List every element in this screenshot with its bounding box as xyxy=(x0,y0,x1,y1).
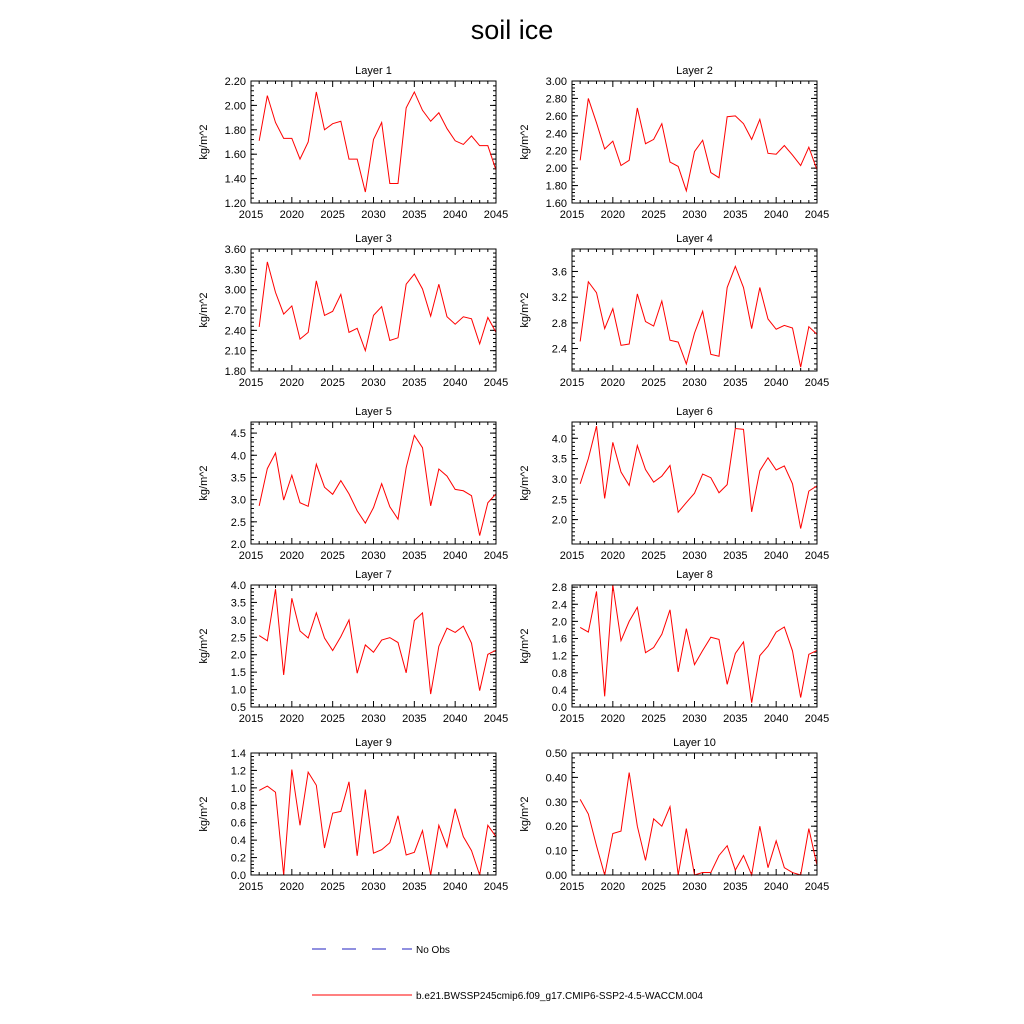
x-tick-label: 2030 xyxy=(361,209,386,221)
y-tick-label: 1.80 xyxy=(224,366,246,378)
x-tick-label: 2015 xyxy=(559,713,585,725)
y-tick-label: 1.20 xyxy=(224,198,246,210)
y-tick-label: 3.5 xyxy=(230,597,246,610)
plot-frame xyxy=(572,249,817,371)
x-tick-label: 2040 xyxy=(442,209,468,221)
x-tick-label: 2045 xyxy=(483,713,509,725)
x-tick-label: 2030 xyxy=(361,550,386,562)
x-tick-label: 2040 xyxy=(763,550,789,562)
y-tick-label: 1.6 xyxy=(551,633,567,646)
x-tick-label: 2040 xyxy=(763,209,789,221)
x-tick-label: 2030 xyxy=(682,713,707,725)
y-tick-label: 0.00 xyxy=(545,870,567,882)
x-tick-label: 2030 xyxy=(361,881,386,893)
x-tick-label: 2020 xyxy=(600,377,626,389)
plot-frame xyxy=(251,585,496,707)
y-tick-label: 1.0 xyxy=(230,684,246,697)
x-tick-label: 2015 xyxy=(238,881,264,893)
x-tick-label: 2015 xyxy=(559,881,585,893)
x-tick-label: 2045 xyxy=(483,881,509,893)
panel-title: Layer 10 xyxy=(673,737,716,749)
x-tick-label: 2030 xyxy=(361,377,386,389)
x-tick-label: 2035 xyxy=(723,209,748,221)
chart-panel-9 xyxy=(198,737,508,893)
x-tick-label: 2015 xyxy=(238,377,264,389)
x-tick-label: 2040 xyxy=(442,377,468,389)
x-tick-label: 2040 xyxy=(763,881,789,893)
y-tick-label: 1.2 xyxy=(551,650,567,663)
y-tick-label: 3.00 xyxy=(224,284,246,297)
figure-title: soil ice xyxy=(470,15,554,45)
chart-panel-1 xyxy=(198,65,508,221)
y-tick-label: 2.8 xyxy=(551,317,567,330)
y-tick-label: 0.5 xyxy=(230,702,246,714)
chart-panel-3 xyxy=(198,233,508,389)
y-axis-label: kg/m^2 xyxy=(519,124,531,160)
y-tick-label: 3.30 xyxy=(224,264,246,277)
y-axis-label: kg/m^2 xyxy=(519,796,531,832)
series-line xyxy=(580,266,817,367)
x-tick-label: 2020 xyxy=(279,550,305,562)
y-tick-label: 1.5 xyxy=(230,667,246,680)
x-tick-label: 2020 xyxy=(279,881,305,893)
series-line xyxy=(259,770,496,875)
y-tick-label: 1.4 xyxy=(230,748,246,760)
chart-panel-7 xyxy=(198,569,508,725)
y-tick-label: 1.80 xyxy=(224,124,246,137)
x-tick-label: 2025 xyxy=(641,713,666,725)
y-tick-label: 1.0 xyxy=(230,782,246,795)
panel-title: Layer 8 xyxy=(676,569,713,581)
y-tick-label: 2.80 xyxy=(545,93,567,106)
x-tick-label: 2025 xyxy=(641,550,666,562)
x-tick-label: 2040 xyxy=(442,881,468,893)
x-tick-label: 2025 xyxy=(641,377,666,389)
y-tick-label: 1.2 xyxy=(230,765,246,778)
series-line xyxy=(580,773,817,875)
series-line xyxy=(259,92,496,192)
x-tick-label: 2045 xyxy=(804,550,830,562)
x-tick-label: 2030 xyxy=(361,713,386,725)
panel-title: Layer 7 xyxy=(355,569,392,581)
y-tick-label: 2.20 xyxy=(224,76,246,88)
x-tick-label: 2015 xyxy=(559,550,585,562)
y-tick-label: 2.00 xyxy=(224,100,246,113)
y-tick-label: 0.0 xyxy=(551,702,567,714)
x-tick-label: 2020 xyxy=(279,713,305,725)
y-axis-label: kg/m^2 xyxy=(198,628,210,664)
y-tick-label: 4.0 xyxy=(230,450,246,463)
x-tick-label: 2035 xyxy=(723,377,748,389)
series-line xyxy=(259,589,496,694)
x-tick-label: 2020 xyxy=(600,209,626,221)
y-tick-label: 3.5 xyxy=(230,472,246,485)
y-tick-label: 1.60 xyxy=(545,198,567,210)
y-tick-label: 3.0 xyxy=(230,614,246,627)
chart-panel-6 xyxy=(519,406,829,562)
plot-frame xyxy=(572,81,817,203)
y-tick-label: 3.0 xyxy=(551,473,567,486)
y-axis-label: kg/m^2 xyxy=(519,628,531,664)
y-tick-label: 0.30 xyxy=(545,796,567,809)
x-tick-label: 2045 xyxy=(483,550,509,562)
y-tick-label: 0.8 xyxy=(551,667,567,680)
y-tick-label: 2.60 xyxy=(545,110,567,123)
x-tick-label: 2015 xyxy=(559,209,585,221)
y-tick-label: 0.40 xyxy=(545,772,567,785)
panel-title: Layer 5 xyxy=(355,406,392,418)
y-tick-label: 2.4 xyxy=(551,343,567,356)
y-tick-label: 2.0 xyxy=(230,649,246,662)
y-axis-label: kg/m^2 xyxy=(519,292,531,328)
y-tick-label: 3.6 xyxy=(551,266,567,279)
y-tick-label: 2.20 xyxy=(545,145,567,158)
x-tick-label: 2035 xyxy=(402,209,427,221)
x-tick-label: 2025 xyxy=(641,209,666,221)
y-tick-label: 2.5 xyxy=(230,516,246,529)
y-axis-label: kg/m^2 xyxy=(519,465,531,501)
y-tick-label: 4.0 xyxy=(230,580,246,592)
chart-panel-5 xyxy=(198,406,508,562)
y-tick-label: 2.00 xyxy=(545,163,567,176)
panel-title: Layer 9 xyxy=(355,737,392,749)
y-tick-label: 2.5 xyxy=(551,494,567,507)
y-tick-label: 0.10 xyxy=(545,845,567,858)
y-tick-label: 0.4 xyxy=(551,684,567,697)
y-axis-label: kg/m^2 xyxy=(198,796,210,832)
x-tick-label: 2030 xyxy=(682,377,707,389)
y-tick-label: 2.0 xyxy=(551,514,567,527)
y-tick-label: 0.20 xyxy=(545,821,567,834)
y-tick-label: 1.40 xyxy=(224,173,246,186)
x-tick-label: 2035 xyxy=(723,550,748,562)
x-tick-label: 2040 xyxy=(442,550,468,562)
x-tick-label: 2035 xyxy=(723,881,748,893)
y-tick-label: 1.80 xyxy=(545,180,567,193)
y-tick-label: 0.8 xyxy=(230,800,246,813)
y-axis-label: kg/m^2 xyxy=(198,124,210,160)
y-tick-label: 2.4 xyxy=(551,599,567,612)
y-tick-label: 2.10 xyxy=(224,345,246,358)
y-tick-label: 4.0 xyxy=(551,433,567,446)
chart-panel-4 xyxy=(519,233,829,389)
series-line xyxy=(580,98,817,190)
y-tick-label: 2.8 xyxy=(551,582,567,595)
y-tick-label: 3.2 xyxy=(551,292,567,305)
x-tick-label: 2035 xyxy=(402,377,427,389)
x-tick-label: 2030 xyxy=(682,550,707,562)
y-tick-label: 2.0 xyxy=(551,616,567,629)
series-line xyxy=(259,435,496,535)
y-tick-label: 3.0 xyxy=(230,494,246,507)
y-axis-label: kg/m^2 xyxy=(198,465,210,501)
chart-panel-10 xyxy=(519,737,829,893)
panel-title: Layer 2 xyxy=(676,65,713,77)
x-tick-label: 2040 xyxy=(763,377,789,389)
y-tick-label: 3.5 xyxy=(551,453,567,466)
x-tick-label: 2045 xyxy=(804,881,830,893)
x-tick-label: 2020 xyxy=(600,881,626,893)
x-tick-label: 2025 xyxy=(320,209,345,221)
x-tick-label: 2045 xyxy=(804,377,830,389)
legend xyxy=(312,945,703,1002)
x-tick-label: 2025 xyxy=(320,881,345,893)
x-tick-label: 2045 xyxy=(804,713,830,725)
x-tick-label: 2035 xyxy=(723,713,748,725)
legend-label-no-obs: No Obs xyxy=(416,945,450,956)
panel-title: Layer 1 xyxy=(355,65,392,77)
x-tick-label: 2025 xyxy=(320,377,345,389)
panel-title: Layer 6 xyxy=(676,406,713,418)
x-tick-label: 2035 xyxy=(402,550,427,562)
x-tick-label: 2015 xyxy=(238,550,264,562)
y-tick-label: 1.60 xyxy=(224,149,246,162)
x-tick-label: 2045 xyxy=(483,209,509,221)
y-tick-label: 0.6 xyxy=(230,817,246,830)
plot-frame xyxy=(251,753,496,875)
x-tick-label: 2025 xyxy=(320,713,345,725)
y-tick-label: 3.60 xyxy=(224,244,246,256)
chart-panel-8 xyxy=(519,569,829,725)
series-line xyxy=(580,585,817,703)
y-tick-label: 0.0 xyxy=(230,870,246,882)
x-tick-label: 2015 xyxy=(559,377,585,389)
x-tick-label: 2015 xyxy=(238,209,264,221)
series-line xyxy=(259,262,496,351)
series-line xyxy=(580,426,817,528)
y-tick-label: 2.5 xyxy=(230,632,246,645)
legend-label-model: b.e21.BWSSP245cmip6.f09_g17.CMIP6-SSP2-4.5-WACCM.004 xyxy=(416,991,703,1002)
y-tick-label: 0.4 xyxy=(230,835,246,848)
x-tick-label: 2025 xyxy=(641,881,666,893)
panel-title: Layer 4 xyxy=(676,233,713,245)
x-tick-label: 2020 xyxy=(279,377,305,389)
x-tick-label: 2040 xyxy=(442,713,468,725)
y-tick-label: 2.70 xyxy=(224,305,246,317)
x-tick-label: 2020 xyxy=(600,713,626,725)
y-tick-label: 0.2 xyxy=(230,852,246,865)
x-tick-label: 2045 xyxy=(483,377,509,389)
x-tick-label: 2045 xyxy=(804,209,830,221)
x-tick-label: 2030 xyxy=(682,881,707,893)
y-tick-label: 0.50 xyxy=(545,748,567,760)
plot-frame xyxy=(251,422,496,544)
y-tick-label: 2.0 xyxy=(230,539,246,551)
panel-title: Layer 3 xyxy=(355,233,392,245)
y-tick-label: 2.40 xyxy=(224,325,246,338)
x-tick-label: 2020 xyxy=(279,209,305,221)
x-tick-label: 2020 xyxy=(600,550,626,562)
x-tick-label: 2040 xyxy=(763,713,789,725)
x-tick-label: 2025 xyxy=(320,550,345,562)
x-tick-label: 2035 xyxy=(402,881,427,893)
y-tick-label: 2.40 xyxy=(545,128,567,141)
y-axis-label: kg/m^2 xyxy=(198,292,210,328)
y-tick-label: 3.00 xyxy=(545,76,567,88)
chart-panel-2 xyxy=(519,65,829,221)
x-tick-label: 2015 xyxy=(238,713,264,725)
x-tick-label: 2030 xyxy=(682,209,707,221)
x-tick-label: 2035 xyxy=(402,713,427,725)
plot-frame xyxy=(572,422,817,544)
y-tick-label: 4.5 xyxy=(230,428,246,441)
